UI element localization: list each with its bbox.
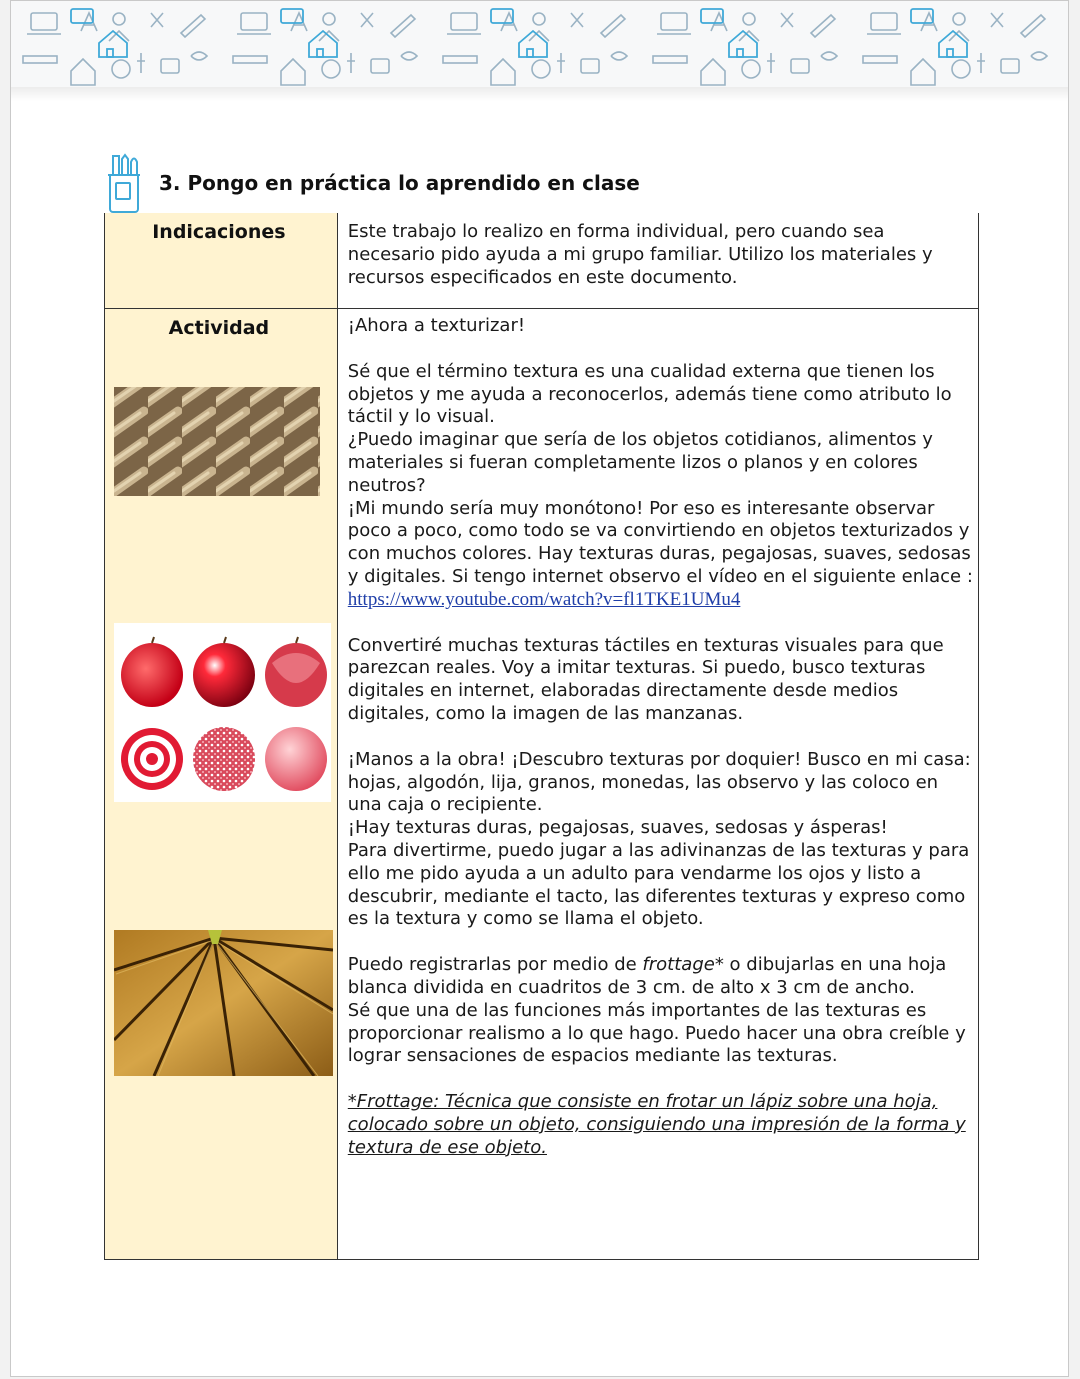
indicaciones-text: Este trabajo lo realizo en forma individual, pero cuando sea necesario pido ayuda a mi grupo familiar. Utilizo los materiales y recursos especificados en este documento. <box>347 221 933 288</box>
actividad-paragraph: ¡Hay texturas duras, pegajosas, suaves, sedosas y ásperas! <box>347 817 888 839</box>
section-title-text: Pongo en práctica lo aprendido en clase <box>187 171 640 195</box>
label-indicaciones: Indicaciones <box>152 221 286 243</box>
label-actividad: Actividad <box>168 317 270 339</box>
pencil-cup-icon <box>106 153 142 213</box>
leaf-texture-image <box>114 930 333 1076</box>
section-title <box>159 171 640 195</box>
table-row-indicaciones <box>105 213 979 309</box>
youtube-link[interactable]: https://www.youtube.com/watch?v=fl1TKE1UMu4 <box>347 588 741 610</box>
text-cell-actividad <box>337 309 978 1260</box>
actividad-paragraph: Sé que una de las funciones más importantes de las texturas es proporcionar realismo a lo que hago. Puedo hacer una obra creíble y lograr sensaciones de espacios mediante las texturas. <box>347 999 966 1067</box>
actividad-paragraph: Convertiré muchas texturas táctiles en texturas visuales para que parezcan reales. Voy a imitar texturas. Si puedo, busco texturas digitales en internet, elaboradas directamente desde medios digitales, como la imagen de las manzanas. <box>347 634 944 724</box>
apple-row-bottom <box>121 727 327 791</box>
rope-texture-image <box>114 387 320 496</box>
actividad-paragraph: Puedo registrarlas por medio de frottage* o dibujarlas en una hoja blanca dividida en cuadritos de 3 cm. de alto x 3 cm de ancho. <box>347 954 947 998</box>
label-cell-indicaciones <box>105 213 338 309</box>
apple-row-top <box>121 637 327 707</box>
text-cell-indicaciones <box>337 213 978 309</box>
actividad-paragraph: ¿Puedo imaginar que sería de los objetos cotidianos, alimentos y materiales si fueran completamente lizos o planos y en colores neutros? <box>347 429 933 496</box>
doodle-pattern-icon <box>11 1 1068 87</box>
apples-texture-image <box>114 623 331 802</box>
actividad-intro: ¡Ahora a texturizar! <box>347 315 526 336</box>
actividad-paragraph: Sé que el término textura es una cualidad externa que tienen los objetos y me ayuda a reconocerlos, además tiene como atributo lo táctil y lo visual. <box>347 360 952 428</box>
school-doodle-banner <box>11 1 1068 87</box>
actividad-paragraph: ¡Manos a la obra! ¡Descubro texturas por doquier! Busco en mi casa: hojas, algodón, lija, granos, monedas, las observo y las coloco en una caja o recipiente. <box>347 748 971 816</box>
actividad-paragraph: Para divertirme, puedo jugar a las adivinanzas de las texturas y para ello me pido ayuda a un adulto para vendarme los ojos y listo a descubrir, mediante el tacto, las diferentes texturas y expreso como es la textura y como se llama el objeto. <box>347 839 970 930</box>
actividad-paragraph: ¡Mi mundo sería muy monótono! Por eso es interesante observar poco a poco, como todo se va convirtiendo en objetos texturizados y con muchos colores. Hay texturas duras, pegajosas, suaves, sedosas y digitales. Si tengo internet observo el vídeo en el siguiente enlace : https://www.youtube.com/watch?v=fl1TKE1UMu4 <box>347 497 973 610</box>
document-page <box>10 0 1069 1377</box>
section-number: 3. <box>159 171 181 195</box>
banner-shadow <box>11 87 1068 101</box>
frottage-footnote: *Frottage: Técnica que consiste en frotar un lápiz sobre una hoja, colocado sobre un objeto, consiguiendo una impresión de la forma y textura de ese objeto. <box>347 1091 966 1158</box>
